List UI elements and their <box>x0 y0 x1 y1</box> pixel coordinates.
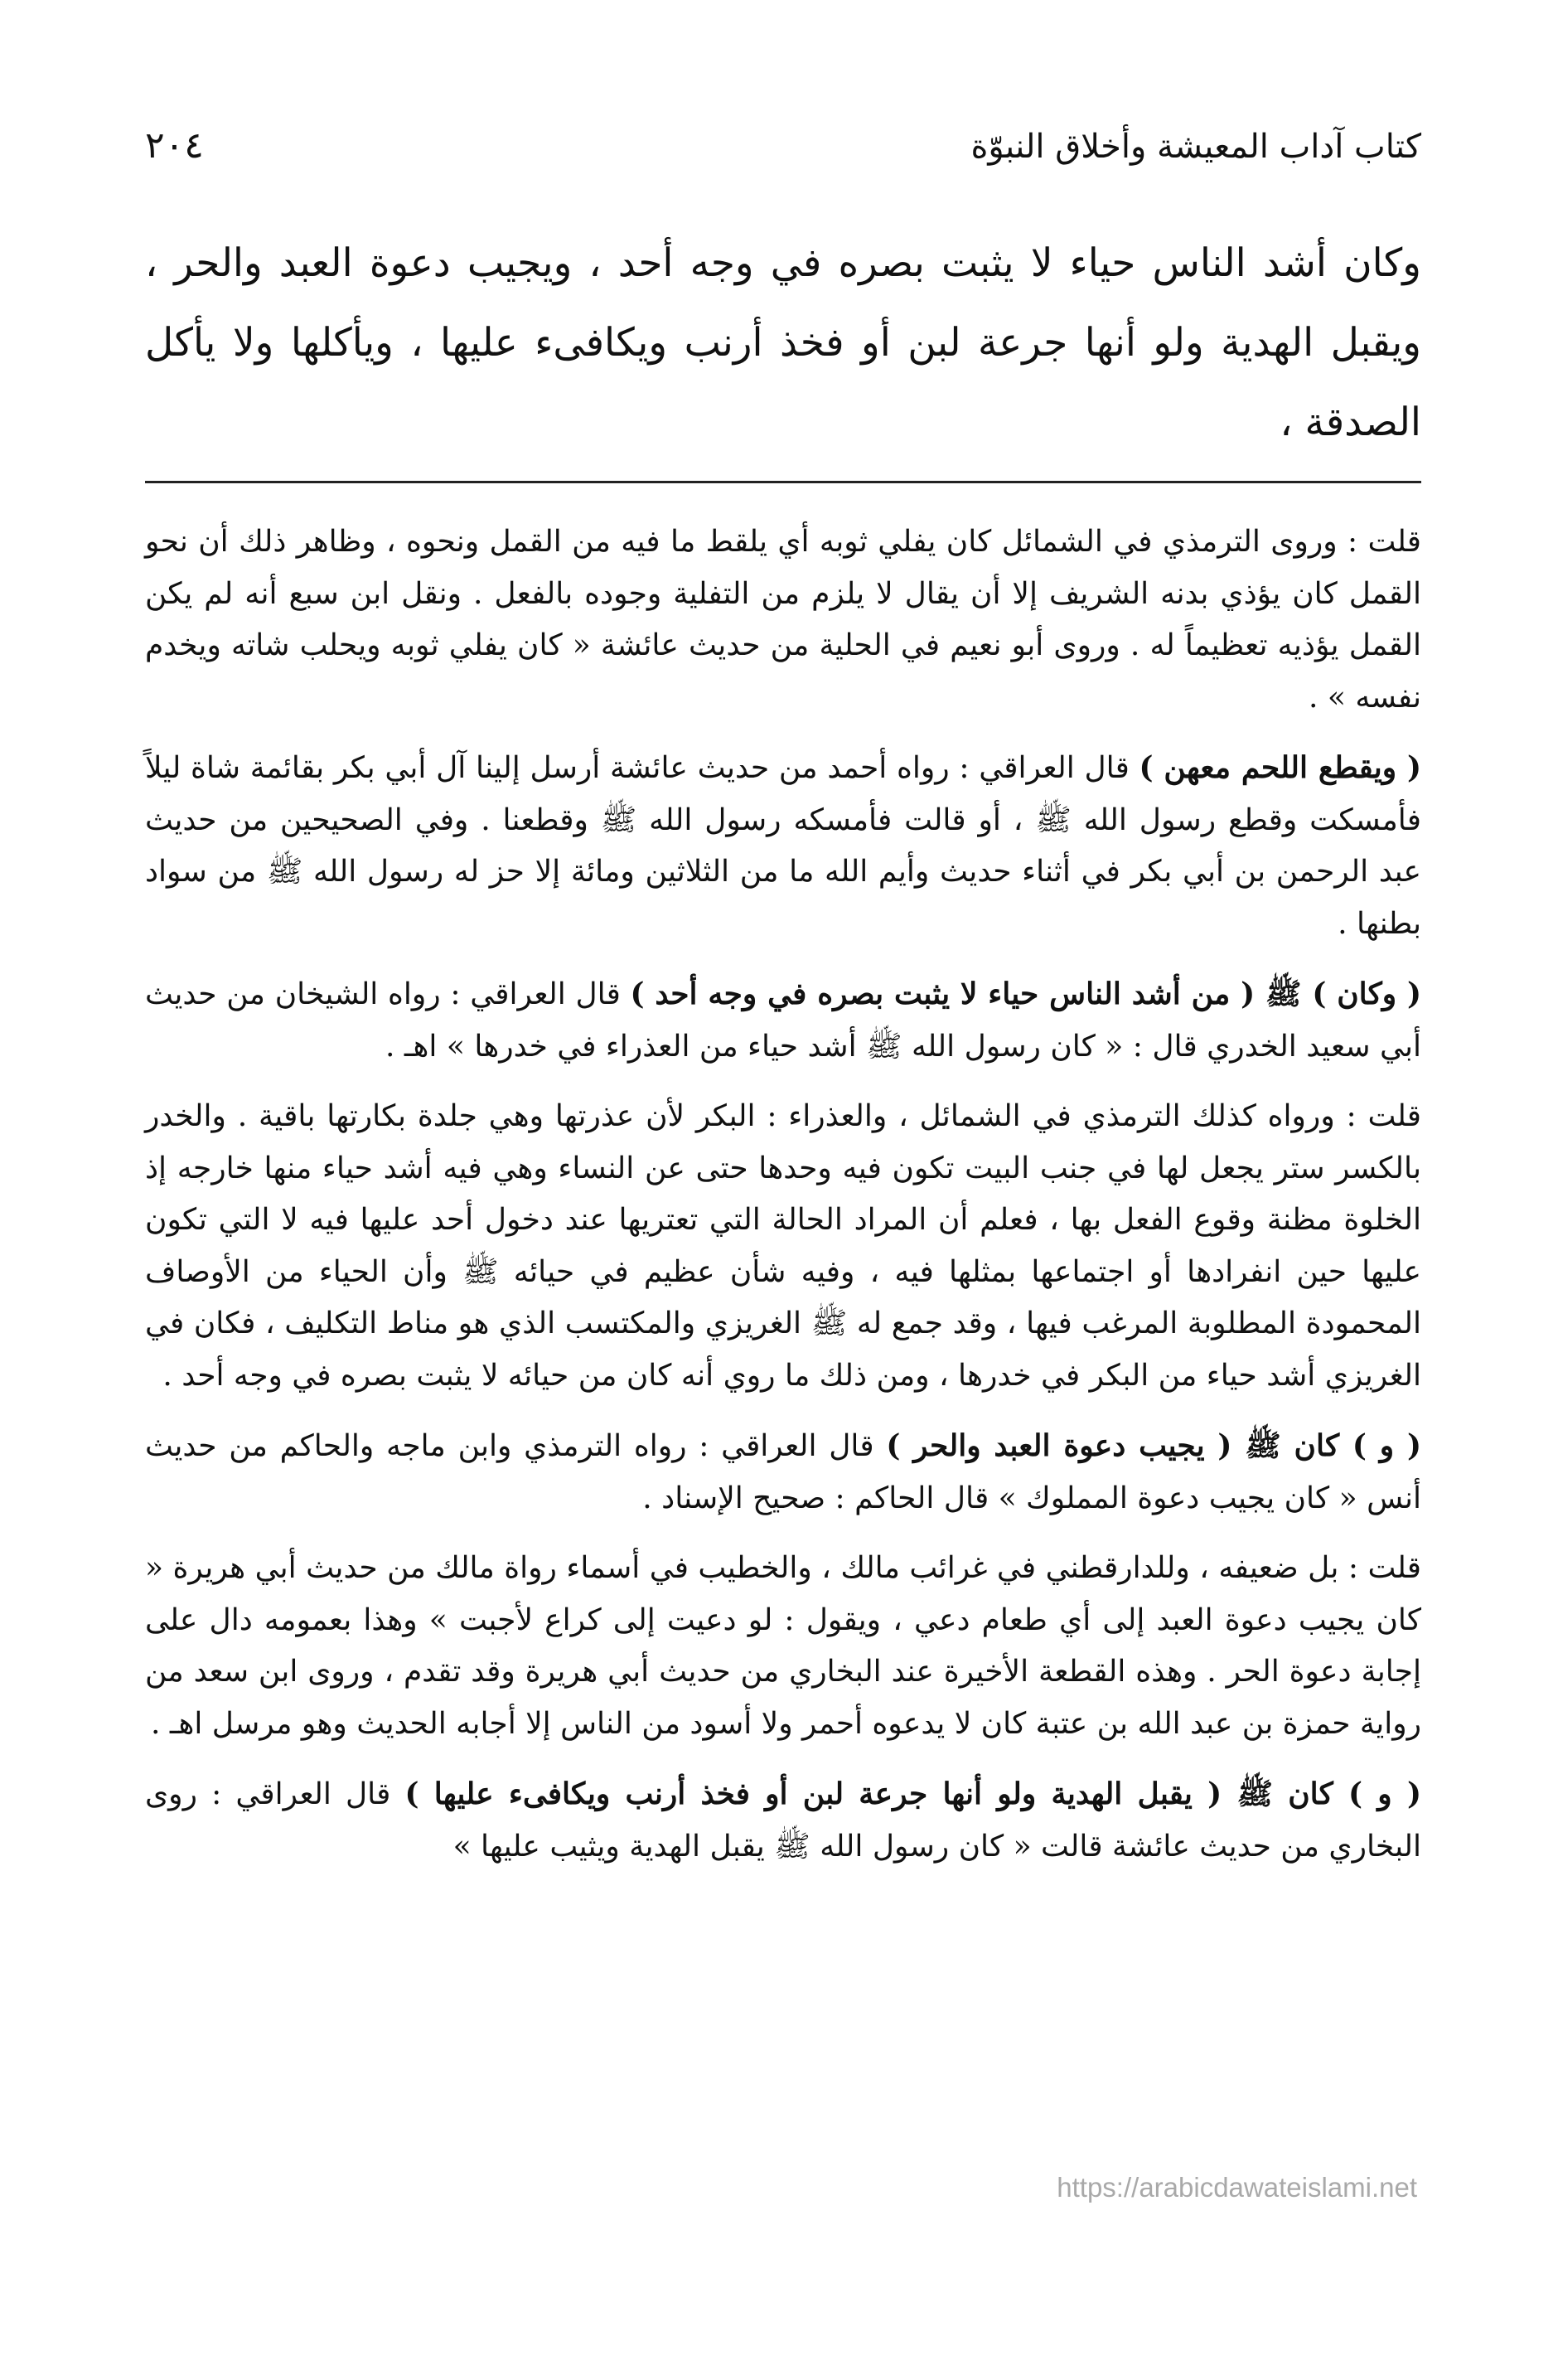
paragraph-lemma: ( و ) كان ﷺ ( يقبل الهدية ولو أنها جرعة لبن أو فخذ أرنب ويكافىء عليها ) <box>404 1777 1421 1811</box>
paragraph-text: قلت : بل ضعيفه ، وللدارقطني في غرائب مالك ، والخطيب في أسماء رواة مالك من حديث أبي هريرة « كان يجيب دعوة العبد إلى أي طعام دعي ، ويقول : لو دعيت إلى كراع لأجبت » وهذا بعمومه دال على إجابة دعوة الحر . وهذه القطعة الأخيرة عند البخاري من حديث أبي هريرة وقد تقدم ، وروى ابن سعد من رواية حمزة بن عبد الله بن عتبة كان لا يدعوه أحمر ولا أسود من الناس إلا أجابه الحديث وهو مرسل اهـ . <box>145 1551 1421 1741</box>
commentary-paragraph <box>145 968 1421 1073</box>
watermark: https://arabicdawateislami.net <box>1057 2172 1417 2203</box>
paragraph-text: قال العراقي : رواه الشيخان من حديث أبي سعيد الخدري قال : « كان رسول الله ﷺ أشد حياء من العذراء في خدرها » اهـ . <box>145 977 1421 1064</box>
paragraph-text: قال العراقي : رواه الترمذي وابن ماجه والحاكم من حديث أنس « كان يجيب دعوة المملوك » قال الحاكم : صحيح الإسناد . <box>145 1429 1421 1515</box>
paragraph-text: قال العراقي : روى البخاري من حديث عائشة قالت « كان رسول الله ﷺ يقبل الهدية ويثيب عليها » <box>145 1777 1421 1864</box>
commentary-paragraph <box>145 1091 1421 1402</box>
page-number: ٢٠٤ <box>145 124 204 167</box>
running-header <box>145 124 1421 199</box>
commentary-paragraph <box>145 516 1421 724</box>
commentary <box>145 516 1421 1873</box>
paragraph-lemma: ( و ) كان ﷺ ( يجيب دعوة العبد والحر ) <box>886 1428 1421 1463</box>
paragraph-lemma: ( وكان ) ﷺ ( من أشد الناس حياء لا يثبت بصره في وجه أحد ) <box>630 977 1421 1011</box>
commentary-paragraph <box>145 1543 1421 1750</box>
main-text: وكان أشد الناس حياء لا يثبت بصره في وجه أحد ، ويجيب دعوة العبد والحر ، ويقبل الهدية ولو أنها جرعة لبن أو فخذ أرنب ويكافىء عليها ، ويأكلها ولا يأكل الصدقة ، <box>145 240 1421 445</box>
separator-rule <box>145 481 1421 483</box>
commentary-paragraph <box>145 1420 1421 1524</box>
paragraph-text: قال العراقي : رواه أحمد من حديث عائشة أرسل إلينا آل أبي بكر بقائمة شاة ليلاً فأمسكت وقطع رسول الله ﷺ ، أو قالت فأمسكه رسول الله ﷺ وقطعنا . وفي الصحيحين من حديث عبد الرحمن بن أبي بكر في أثناء حديث وأيم الله ما من الثلاثين ومائة إلا حز له رسول الله ﷺ من سواد بطنها . <box>145 751 1421 941</box>
commentary-paragraph <box>145 742 1421 950</box>
paragraph-text: قلت : وروى الترمذي في الشمائل كان يفلي ثوبه أي يلقط ما فيه من القمل ونحوه ، وظاهر ذلك أن نحو القمل كان يؤذي بدنه الشريف إلا أن يقال لا يلزم من التفلية وجوده بالفعل . ونقل ابن سبع أنه لم يكن القمل يؤذيه تعظيماً له . وروى أبو نعيم في الحلية من حديث عائشة « كان يفلي ثوبه ويحلب شاته ويخدم نفسه » . <box>145 525 1422 715</box>
book-title: كتاب آداب المعيشة وأخلاق النبوّة <box>970 128 1421 166</box>
paragraph-text: قلت : ورواه كذلك الترمذي في الشمائل ، والعذراء : البكر لأن عذرتها وهي جلدة بكارتها باقية . والخدر بالكسر ستر يجعل لها في جنب البيت تكون فيه وحدها حتى عن النساء وهي فيه أشد حياء منها خارجه إذ الخلوة مظنة وقوع الفعل بها ، فعلم أن المراد الحالة التي تعتريها عند دخول أحد عليها فيه لا التي تكون عليها حين انفرادها أو اجتماعها بمثلها فيه ، وفيه شأن عظيم في حيائه ﷺ وأن الحياء من الأوصاف المحمودة المطلوبة المرغب فيها ، وقد جمع له ﷺ الغريزي والمكتسب الذي هو مناط التكليف ، فكان في الغريزي أشد حياء من البكر في خدرها ، ومن ذلك ما روي أنه كان من حيائه لا يثبت بصره في وجه أحد . <box>145 1099 1421 1393</box>
paragraph-lemma: ( ويقطع اللحم معهن ) <box>1139 750 1421 785</box>
book-page <box>145 124 1421 1891</box>
commentary-paragraph <box>145 1768 1421 1873</box>
